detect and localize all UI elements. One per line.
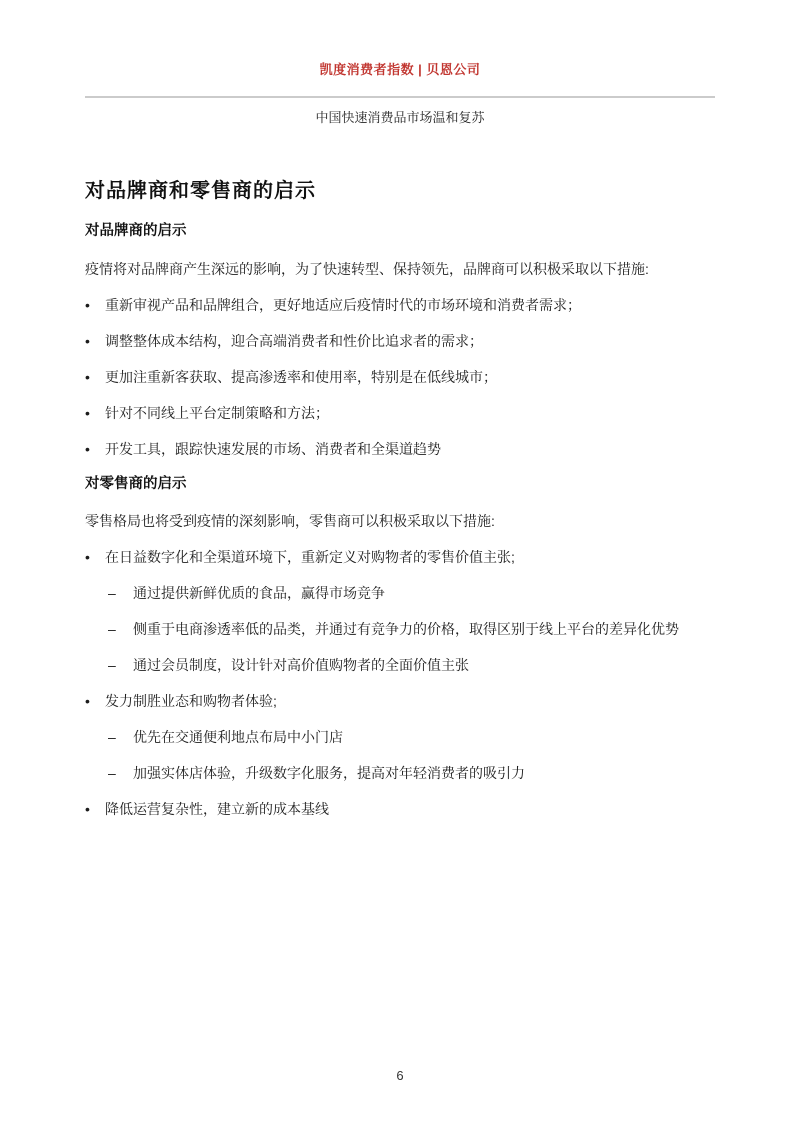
brand-bullet-list	[85, 295, 715, 459]
sub-list-item-text: 加强实体店体验，升级数字化服务，提高对年轻消费者的吸引力	[133, 765, 525, 781]
list-item-text: 发力制胜业态和购物者体验;	[105, 693, 277, 709]
bullet-marker: •	[85, 369, 90, 385]
sub-list-item	[85, 763, 715, 783]
list-item	[85, 547, 715, 567]
list-item-text: 重新审视产品和品牌组合，更好地适应后疫情时代的市场环境和消费者需求；	[105, 297, 581, 313]
list-item-text: 更加注重新客获取、提高渗透率和使用率，特别是在低线城市；	[105, 369, 497, 385]
sub-list-item-text: 通过提供新鲜优质的食品，赢得市场竞争	[133, 585, 385, 601]
list-item-text: 调整整体成本结构，迎合高端消费者和性价比追求者的需求；	[105, 333, 483, 349]
dash-marker: –	[108, 621, 116, 637]
list-item	[85, 799, 715, 819]
brand-section-heading: 对品牌商的启示	[85, 223, 187, 239]
sub-list-item	[85, 727, 715, 747]
bullet-marker: •	[85, 297, 90, 313]
retail-section-intro: 零售格局也将受到疫情的深刻影响，零售商可以积极采取以下措施:	[85, 513, 495, 529]
page-number: 6	[396, 1068, 404, 1083]
list-item-text: 针对不同线上平台定制策略和方法；	[105, 405, 329, 421]
bullet-marker: •	[85, 801, 90, 817]
list-item-text: 在日益数字化和全渠道环境下，重新定义对购物者的零售价值主张;	[105, 549, 515, 565]
header-brand: 凯度消费者指数 | 贝恩公司	[319, 62, 481, 77]
bullet-marker: •	[85, 333, 90, 349]
bullet-marker: •	[85, 693, 90, 709]
list-item	[85, 331, 715, 351]
bullet-marker: •	[85, 441, 90, 457]
sub-list-item-text: 侧重于电商渗透率低的品类，并通过有竞争力的价格，取得区别于线上平台的差异化优势	[133, 621, 679, 637]
bullet-marker: •	[85, 549, 90, 565]
dash-marker: –	[108, 765, 116, 781]
sub-list-item-text: 通过会员制度，设计针对高价值购物者的全面价值主张	[133, 657, 469, 673]
sub-list-item	[85, 655, 715, 675]
list-item	[85, 439, 715, 459]
page-title: 对品牌商和零售商的启示	[85, 180, 316, 202]
sub-list-item	[85, 619, 715, 639]
list-item-text: 降低运营复杂性，建立新的成本基线	[105, 801, 329, 817]
list-item	[85, 691, 715, 711]
brand-section-intro: 疫情将对品牌商产生深远的影响，为了快速转型、保持领先，品牌商可以积极采取以下措施:	[85, 261, 649, 277]
header-divider	[85, 96, 715, 98]
header-subtitle: 中国快速消费品市场温和复苏	[315, 110, 485, 125]
bullet-marker: •	[85, 405, 90, 421]
retail-section-heading: 对零售商的启示	[85, 476, 187, 492]
dash-marker: –	[108, 657, 116, 673]
list-item	[85, 403, 715, 423]
list-item	[85, 367, 715, 387]
list-item	[85, 295, 715, 315]
dash-marker: –	[108, 729, 116, 745]
sub-list-item	[85, 583, 715, 603]
retail-bullet-list	[85, 547, 715, 819]
list-item-text: 开发工具，跟踪快速发展的市场、消费者和全渠道趋势	[105, 441, 441, 457]
sub-list-item-text: 优先在交通便利地点布局中小门店	[133, 729, 343, 745]
dash-marker: –	[108, 585, 116, 601]
